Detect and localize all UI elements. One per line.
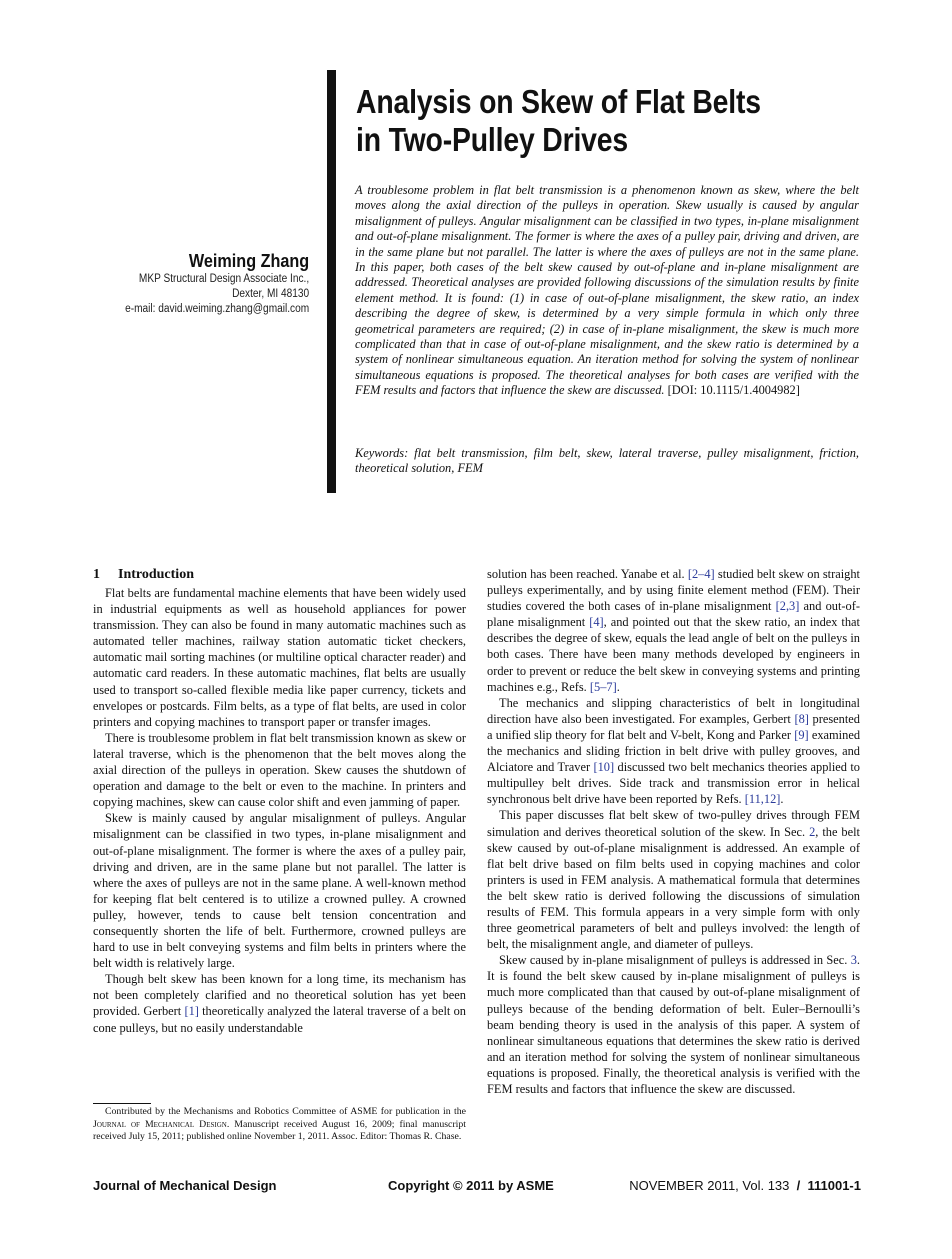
right-column xyxy=(487,566,860,1097)
footer-issue xyxy=(629,1178,861,1193)
title-rule xyxy=(327,70,336,493)
paragraph-text: discussed two belt mechanics theories applied to multipulley belt drives. Side track and transmission error in helical synchronous belt drive have been reported by Refs. xyxy=(487,760,861,807)
citation-link[interactable]: 2 xyxy=(809,824,816,839)
paragraph-text: presented a unified slip theory for flat belt and V-belt, Kong and Parker xyxy=(487,711,860,742)
paragraph: Skew is mainly caused by angular misalignment of pulleys. Angular misalignment can be classified in two types, in-plane misalignment and out-of-plane misalignment. The former is where the axes of a pulley pair, driving and driven, are in the same plane but not parallel. The latter is where the axes of pulleys are not in the same plane. A well-known method for keeping flat belt centered is to utilize a crowned pulley. A crowned pulley, however, tends to cause belt tension concentration and consequently shorten the life of belt. Furthermore, crowned pulleys are hard to use in belt conveying systems and film belts in printers where the belt width is relatively large. xyxy=(93,811,466,971)
author-name: Weiming Zhang xyxy=(188,251,309,271)
footnote-rule xyxy=(93,1103,151,1104)
keywords: Keywords: flat belt transmission, film belt, skew, lateral traverse, pulley misalignment, friction, theoretical solution, FEM xyxy=(355,446,859,476)
page-footer xyxy=(93,1178,861,1196)
footnote-journal: Journal of Mechanical Design xyxy=(93,1118,227,1130)
paragraph-text: . xyxy=(780,792,784,807)
paragraph-text: , and pointed out that the skew ratio, an index that describes the degree of skew, equals the lead angle of belt on the pulleys in both cases. There have been many methods developed by engineers in order to prevent or reduce the belt skew in conveying systems and printing machines e.g., Refs. xyxy=(487,615,860,694)
section-title: Introduction xyxy=(118,567,194,582)
footer-separator: / xyxy=(796,1178,801,1193)
citation-link[interactable]: 3 xyxy=(850,953,857,968)
paragraph-text: solution has been reached. Yanabe et al. xyxy=(487,567,688,581)
citation-link[interactable]: [9] xyxy=(794,727,809,742)
section-heading xyxy=(93,566,466,583)
paragraph-text: studied belt skew on straight pulleys experimentally, and by using finite element method (FEM). Their studies covered the both cases of in-plane misalignment xyxy=(487,567,860,614)
footer-page-number: 111001-1 xyxy=(807,1178,861,1193)
author-affiliation: MKP Structural Design Associate Inc., xyxy=(138,273,309,285)
citation-link[interactable]: [11,12] xyxy=(744,792,781,807)
left-column xyxy=(93,566,466,1036)
abstract xyxy=(355,183,859,399)
paragraph xyxy=(93,971,466,1035)
paragraph xyxy=(487,566,860,695)
paragraph xyxy=(487,952,860,1097)
citation-link[interactable]: [4] xyxy=(589,615,604,630)
paragraph-text: . It is found the belt skew caused by in-plane misalignment of pulleys is much more complicated than that caused by out-of-plane misalignment of pulleys because of the bending deformation of belt. Euler–Bernoulli’s beam bending theory is used in the analysis of this paper. A system of nonlinear simultaneous equations that determines the skew ratio is derived and an iteration method for solving the system of nonlinear simultaneous equations is proposed. Finally, the theoretical analysis is verified with the FEM results and factors that influence the skew are discussed. xyxy=(487,953,860,1096)
paragraph-text: Though belt skew has been known for a long time, its mechanism has not been completely clarified and no theoretical solution has yet been provided. Gerbert xyxy=(93,972,466,1019)
citation-link[interactable]: [2,3] xyxy=(775,599,800,614)
paragraph-text: and out-of-plane misalignment xyxy=(487,599,860,630)
title-line-2: in Two-Pulley Drives xyxy=(356,121,629,158)
citation-link[interactable]: [2–4] xyxy=(687,567,715,581)
author-location: Dexter, MI 48130 xyxy=(231,288,309,300)
paragraph-text: examined the mechanics and sliding friction in belt drive with pulley grooves, and Alciatore and Traver xyxy=(487,727,861,775)
author-email[interactable]: e-mail: david.weiming.zhang@gmail.com xyxy=(124,303,309,315)
paragraph: There is troublesome problem in flat belt transmission known as skew or lateral traverse, which is the phenomenon that the belt moves along the axial direction of the pulleys in operation. Skew causes the shutdown of operation and damage to the belt or even to the machine. In printers and copying machines, skew can cause color shift and even jamming of paper. xyxy=(93,730,466,810)
paragraph-text: . xyxy=(616,679,620,694)
citation-link[interactable]: [5–7] xyxy=(589,679,617,694)
abstract-text: A troublesome problem in flat belt transmission is a phenomenon known as skew, where the belt moves along the axial direction of the pulleys in operation. Skew usually is caused by angular misalignment of pulleys. Angular misalignment can be classified in two types, in-plane misalignment and out-of-plane misalignment. The former is where the axes of a pulley pair, driving and driven, are in the same plane but not parallel. The latter is where the axes of pulleys are not in the same plane. In this paper, both cases of the belt skew caused by out-of-plane and in-plane misalignment are addressed. Theoretical analyses are provided following discussions of the simulation results by finite element method. It is found: (1) in case of out-of-plane misalignment, the skew ratio, an index describing the degree of skew, is determined by a very simple formula in which only three geometrical parameters are required; (2) in case of in-plane misalignment, the skew is much more complicated than that in case of out-of-plane misalignment, and the skew ratio is determined by a system of nonlinear simultaneous equation. An iteration method for solving the system of nonlinear simultaneous equations is proposed. The theoretical analyses for both cases are verified with the FEM results and factors that influence the skew are discussed. xyxy=(355,183,859,398)
footer-issue-text: NOVEMBER 2011, Vol. 133 xyxy=(629,1178,790,1193)
paragraph xyxy=(487,695,860,808)
paragraph: Flat belts are fundamental machine elements that have been widely used in industrial equipments as well as household appliances for power transmission. They can also be found in many automatic machines such as automated teller machines, railway station automatic ticket checkers, automatic mail sorting machines (or multiline optical character reader) and automatic card readers. In these automatic machines, flat belts are usually used to transport so-called flexible media like paper currency, tickets and envelopes or postcards. Film belts, as a type of flat belts, are used in color printers and copying machines to transport paper or transfer images. xyxy=(93,586,466,729)
abstract-doi[interactable]: [DOI: 10.1115/1.4004982] xyxy=(667,383,800,398)
footnote-text: . Manuscript received August 16, 2009; final manuscript received July 15, 2011; published online November 1, 2011. Assoc. Editor: Thomas R. Chase. xyxy=(93,1118,466,1143)
section-number: 1 xyxy=(93,567,100,582)
paragraph-text: theoretically analyzed the lateral traverse of a belt on cone pulleys, but no easily understandable xyxy=(93,1004,466,1035)
title-line-1: Analysis on Skew of Flat Belts xyxy=(356,83,761,120)
footnote xyxy=(93,1106,466,1144)
paper-title xyxy=(356,83,838,159)
author-block xyxy=(100,250,309,317)
paragraph-text: Skew caused by in-plane misalignment of pulleys is addressed in Sec. xyxy=(499,953,851,968)
paragraph-text: This paper discusses flat belt skew of two-pulley drives through FEM simulation and derives theoretical solution of the skew. In Sec. xyxy=(487,808,860,839)
paragraph-text: , the belt skew caused by out-of-plane misalignment is addressed. An example of flat belt drive based on film belts used in copying machines and color printers is used in FEM analysis. A mathematical formula that determines the belt skew ratio is derived following the discussions of simulation results of FEM. This formula appears in a very simple form with only three geometrical parameters of belt and pulleys involved: the length of belt, the misalignment angle, and diameter of pulleys. xyxy=(487,824,860,952)
footnote-text: Contributed by the Mechanisms and Robotics Committee of ASME for publication in the xyxy=(105,1106,466,1117)
citation-link[interactable]: [8] xyxy=(794,711,809,726)
citation-link[interactable]: [10] xyxy=(593,760,615,775)
paragraph xyxy=(487,807,860,952)
paragraph-text: The mechanics and slipping characteristics of belt in longitudinal direction have also been investigated. For examples, Gerbert xyxy=(487,695,860,726)
footer-journal: Journal of Mechanical Design xyxy=(93,1178,277,1193)
footer-copyright: Copyright © 2011 by ASME xyxy=(388,1178,554,1193)
citation-link[interactable]: [1] xyxy=(184,1004,199,1019)
